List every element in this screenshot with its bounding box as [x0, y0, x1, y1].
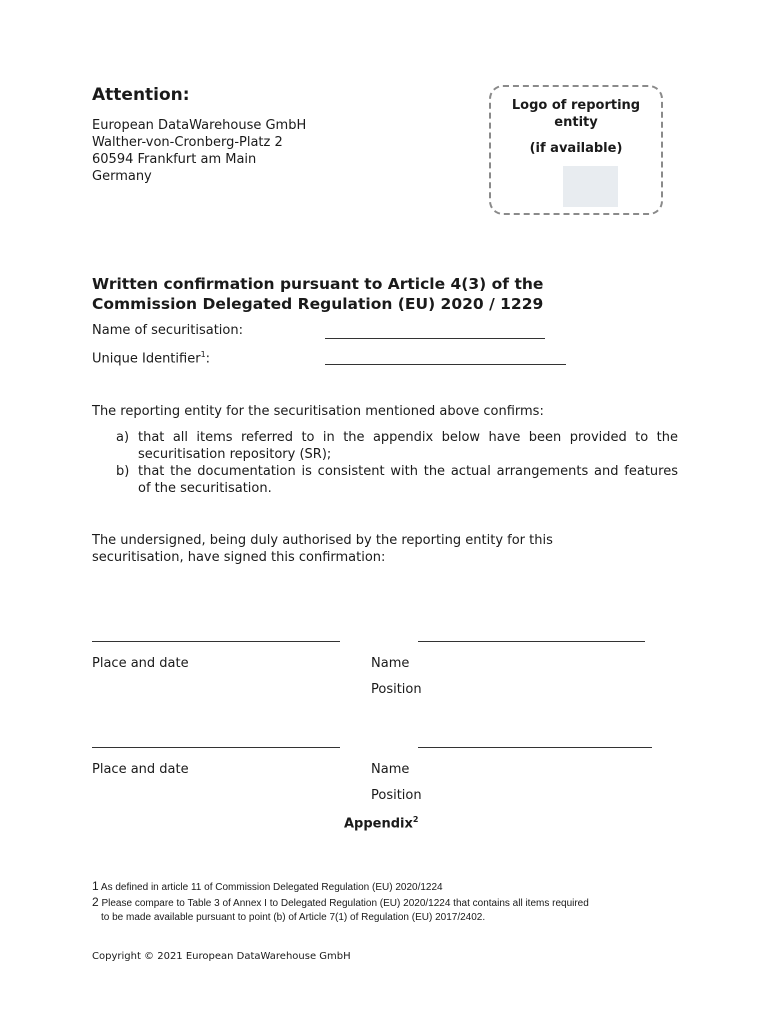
logo-image-placeholder [563, 166, 618, 207]
unique-identifier-label: Unique Identifier$^1$: [92, 350, 211, 367]
appendix-heading: Appendix$^2$ [344, 815, 419, 832]
position-label: Position [371, 788, 422, 803]
logo-caption-optional: (if available) [529, 141, 623, 156]
logo-caption: Logo of reporting entity [511, 98, 641, 130]
footnote [92, 879, 443, 895]
list-marker: b) [116, 464, 130, 479]
copyright-notice: Copyright © 2021 European DataWarehouse GmbH [92, 951, 351, 962]
signature-line-place-date [92, 747, 340, 748]
footnote-number: 2 [92, 895, 99, 909]
list-marker: a) [116, 430, 130, 445]
list-text: that all items referred to in the appendix below have been provided to the securitisation repository (SR); [138, 430, 678, 462]
securitisation-name-line [325, 338, 545, 339]
address-line: Germany [92, 169, 152, 184]
signature-line-name [418, 641, 645, 642]
list-text: that the documentation is consistent with the actual arrangements and features of the securitisation. [138, 464, 678, 496]
signature-line-place-date [92, 641, 340, 642]
footnote-ref: 1 [200, 350, 206, 359]
securitisation-name-label: Name of securitisation: [92, 323, 243, 338]
undersigned-statement: The undersigned, being duly authorised by the reporting entity for this securitisation, have signed this confirmation: [92, 533, 553, 565]
title-line: Written confirmation pursuant to Article 4(3) of the [92, 275, 544, 293]
address-line: 60594 Frankfurt am Main [92, 152, 257, 167]
list-item [116, 429, 678, 463]
footnote-text-continued: to be made available pursuant to point (b) of Article 7(1) of Regulation (EU) 2017/2402. [101, 912, 486, 923]
footnote-text: Please compare to Table 3 of Annex I to Delegated Regulation (EU) 2020/1224 that contains all items required [101, 898, 589, 909]
place-date-label: Place and date [92, 656, 189, 671]
recipient-address [92, 117, 306, 185]
attention-heading: Attention: [92, 85, 190, 105]
list-item [116, 463, 678, 497]
place-date-label: Place and date [92, 762, 189, 777]
signature-line-name [418, 747, 652, 748]
name-label: Name [371, 656, 410, 671]
position-label: Position [371, 682, 422, 697]
title-line: Commission Delegated Regulation (EU) 2020 / 1229 [92, 295, 544, 313]
footnote-text: As defined in article 11 of Commission Delegated Regulation (EU) 2020/1224 [100, 882, 443, 893]
address-line: European DataWarehouse GmbH [92, 118, 307, 133]
name-label: Name [371, 762, 410, 777]
unique-identifier-line [325, 364, 566, 365]
confirmation-intro: The reporting entity for the securitisation mentioned above confirms: [92, 404, 544, 419]
footnote-number: 1 [92, 879, 99, 893]
document-title [92, 274, 692, 314]
address-line: Walther-von-Cronberg-Platz 2 [92, 135, 283, 150]
footnote [92, 895, 589, 911]
logo-placeholder-box [489, 85, 663, 215]
footnote-ref: 2 [412, 815, 419, 824]
